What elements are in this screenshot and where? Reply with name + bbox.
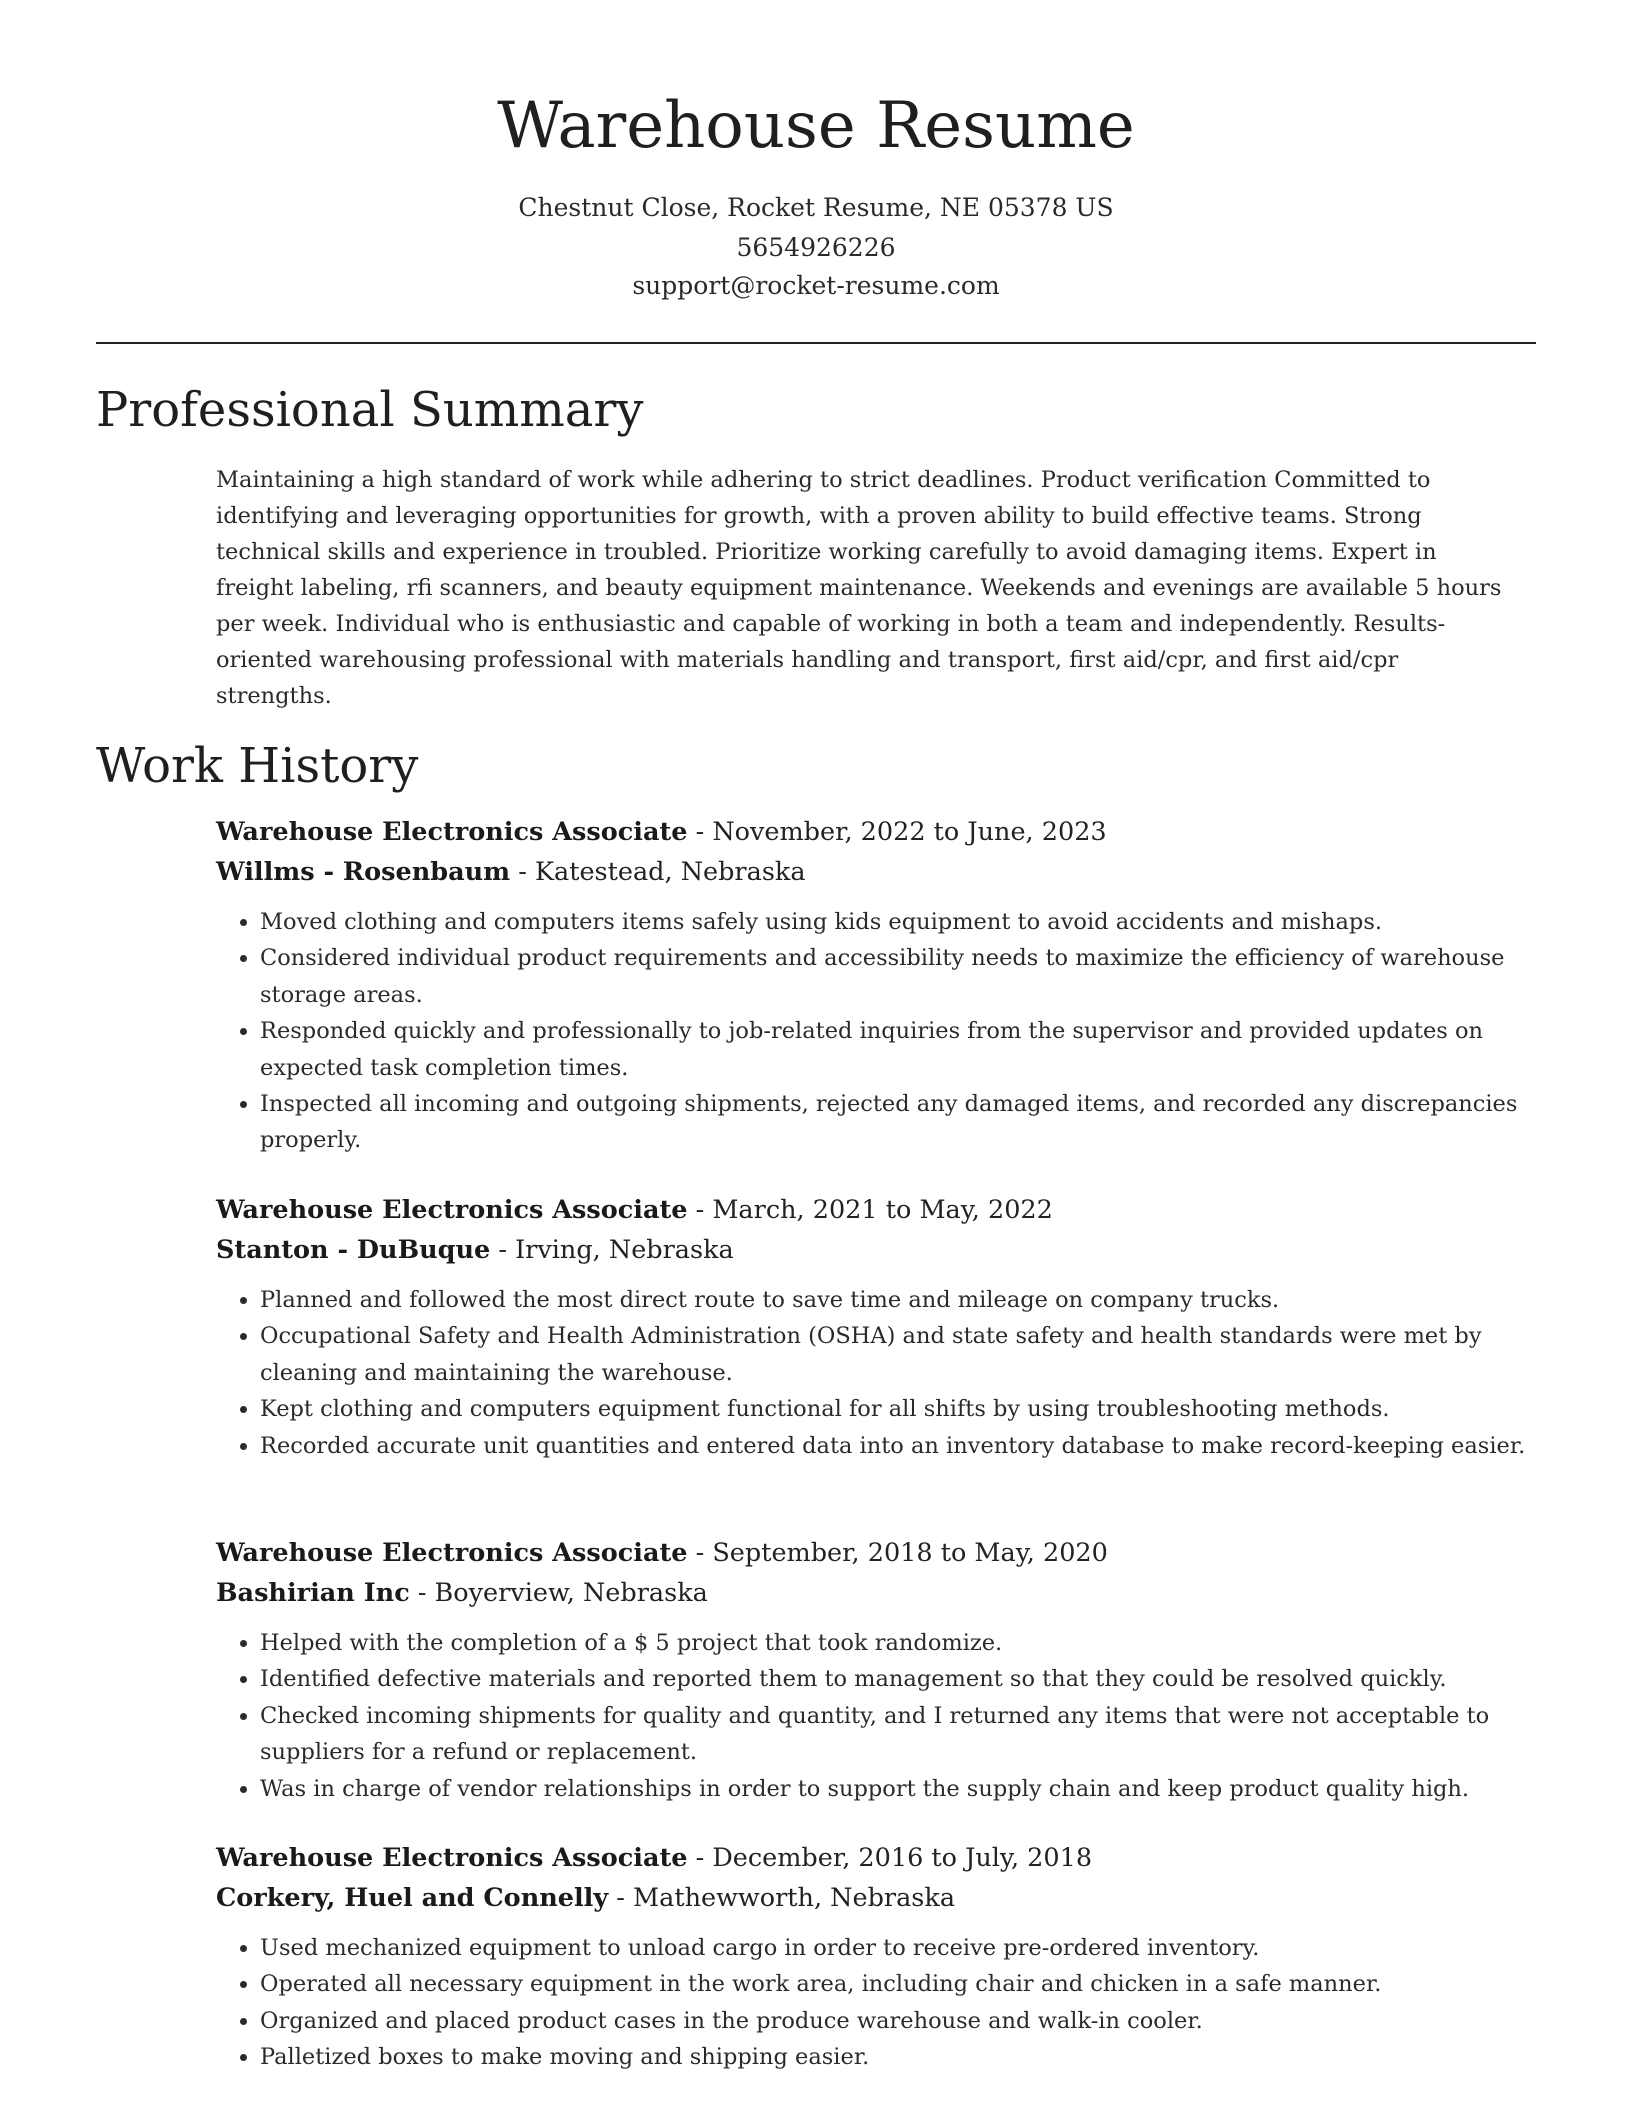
job-bullet: • Kept clothing and computers equipment functional for all shifts by using troubleshooting methods. <box>260 1391 1546 1427</box>
job-bullet: • Planned and followed the most direct route to save time and mileage on company trucks. <box>260 1282 1546 1318</box>
job-title-line <box>216 1190 1546 1230</box>
separator: - <box>490 1235 516 1265</box>
contact-phone: 5654926226 <box>736 233 896 262</box>
job-title: Warehouse Electronics Associate <box>216 1195 688 1225</box>
job-dates: September, 2018 to May, 2020 <box>712 1538 1108 1568</box>
resume-title: Warehouse Resume <box>497 89 1135 163</box>
job-company: Bashirian Inc <box>216 1578 410 1608</box>
separator: - <box>687 817 713 847</box>
job-bullet: • Organized and placed product cases in the produce warehouse and walk-in cooler. <box>260 2003 1546 2039</box>
separator: - <box>687 1538 713 1568</box>
job-bullets <box>216 1282 1546 1464</box>
job-company-line <box>216 1573 1546 1613</box>
job-location: Irving, Nebraska <box>515 1235 734 1265</box>
job-bullet: • Used mechanized equipment to unload cargo in order to receive pre-ordered inventory. <box>260 1930 1546 1966</box>
job-bullets <box>216 1625 1546 1807</box>
job-bullet: • Helped with the completion of a $ 5 project that took randomize. <box>260 1625 1546 1661</box>
job-company: Stanton - DuBuque <box>216 1235 491 1265</box>
job-company-line <box>216 1878 1546 1918</box>
job-bullet: • Recorded accurate unit quantities and entered data into an inventory database to make record-keeping easier. <box>260 1428 1546 1464</box>
job-dates: December, 2016 to July, 2018 <box>712 1843 1093 1873</box>
header-divider <box>96 342 1536 344</box>
job-bullet: • Moved clothing and computers items safely using kids equipment to avoid accidents and mishaps. <box>260 904 1546 940</box>
job-bullet: • Operated all necessary equipment in the work area, including chair and chicken in a safe manner. <box>260 1966 1546 2002</box>
job-bullets <box>216 904 1546 1159</box>
job-location: Katestead, Nebraska <box>534 857 806 887</box>
job-entry <box>216 1533 1546 1807</box>
job-company: Willms - Rosenbaum <box>216 857 511 887</box>
summary-heading: Professional Summary <box>96 382 644 438</box>
job-title-line <box>216 812 1546 852</box>
job-bullet: • Identified defective materials and reported them to management so that they could be resolved quickly. <box>260 1661 1546 1697</box>
separator: - <box>409 1578 435 1608</box>
job-entry <box>216 1190 1546 1464</box>
work-history-heading: Work History <box>96 738 419 794</box>
job-bullet: • Checked incoming shipments for quality and quantity, and I returned any items that were not acceptable to suppliers for a refund or replacement. <box>260 1698 1546 1771</box>
job-dates: November, 2022 to June, 2023 <box>712 817 1107 847</box>
job-title: Warehouse Electronics Associate <box>216 1538 688 1568</box>
separator: - <box>608 1883 634 1913</box>
job-bullet: • Responded quickly and professionally to job-related inquiries from the supervisor and provided updates on expected task completion times. <box>260 1013 1546 1086</box>
job-title-line <box>216 1838 1546 1878</box>
job-location: Mathewworth, Nebraska <box>633 1883 956 1913</box>
job-company-line <box>216 852 1546 892</box>
job-bullet: • Occupational Safety and Health Administration (OSHA) and state safety and health standards were met by cleaning and maintaining the warehouse. <box>260 1318 1546 1391</box>
separator: - <box>510 857 535 887</box>
job-title: Warehouse Electronics Associate <box>216 1843 688 1873</box>
job-bullet: • Considered individual product requirements and accessibility needs to maximize the efficiency of warehouse storage areas. <box>260 940 1546 1013</box>
job-bullets <box>216 1930 1546 2076</box>
job-dates: March, 2021 to May, 2022 <box>712 1195 1053 1225</box>
job-entry <box>216 1838 1546 2076</box>
contact-email: support@rocket-resume.com <box>632 271 1000 300</box>
job-bullet: • Was in charge of vendor relationships in order to support the supply chain and keep product quality high. <box>260 1771 1546 1807</box>
job-bullet: • Palletized boxes to make moving and shipping easier. <box>260 2039 1546 2075</box>
separator: - <box>687 1195 713 1225</box>
job-title-line <box>216 1533 1546 1573</box>
separator: - <box>687 1843 713 1873</box>
contact-address: Chestnut Close, Rocket Resume, NE 05378 US <box>518 193 1114 222</box>
job-bullet: • Inspected all incoming and outgoing shipments, rejected any damaged items, and recorded any discrepancies properly. <box>260 1086 1546 1159</box>
job-entry <box>216 812 1546 1159</box>
job-title: Warehouse Electronics Associate <box>216 817 688 847</box>
job-company: Corkery, Huel and Connelly <box>216 1883 609 1913</box>
job-location: Boyerview, Nebraska <box>434 1578 708 1608</box>
job-company-line <box>216 1230 1546 1270</box>
summary-text: Maintaining a high standard of work while adhering to strict deadlines. Product verification Committed to identifying and leveraging opportunities for growth, with a proven ability to build effective teams. Strong technical skills and experience in troubled. Prioritize working carefully to avoid damaging items. Expert in freight labeling, rfi scanners, and beauty equipment maintenance. Weekends and evenings are available 5 hours per week. Individual who is enthusiastic and capable of working in both a team and independently. Results-oriented warehousing professional with materials handling and transport, first aid/cpr, and first aid/cpr strengths. <box>216 467 1502 709</box>
